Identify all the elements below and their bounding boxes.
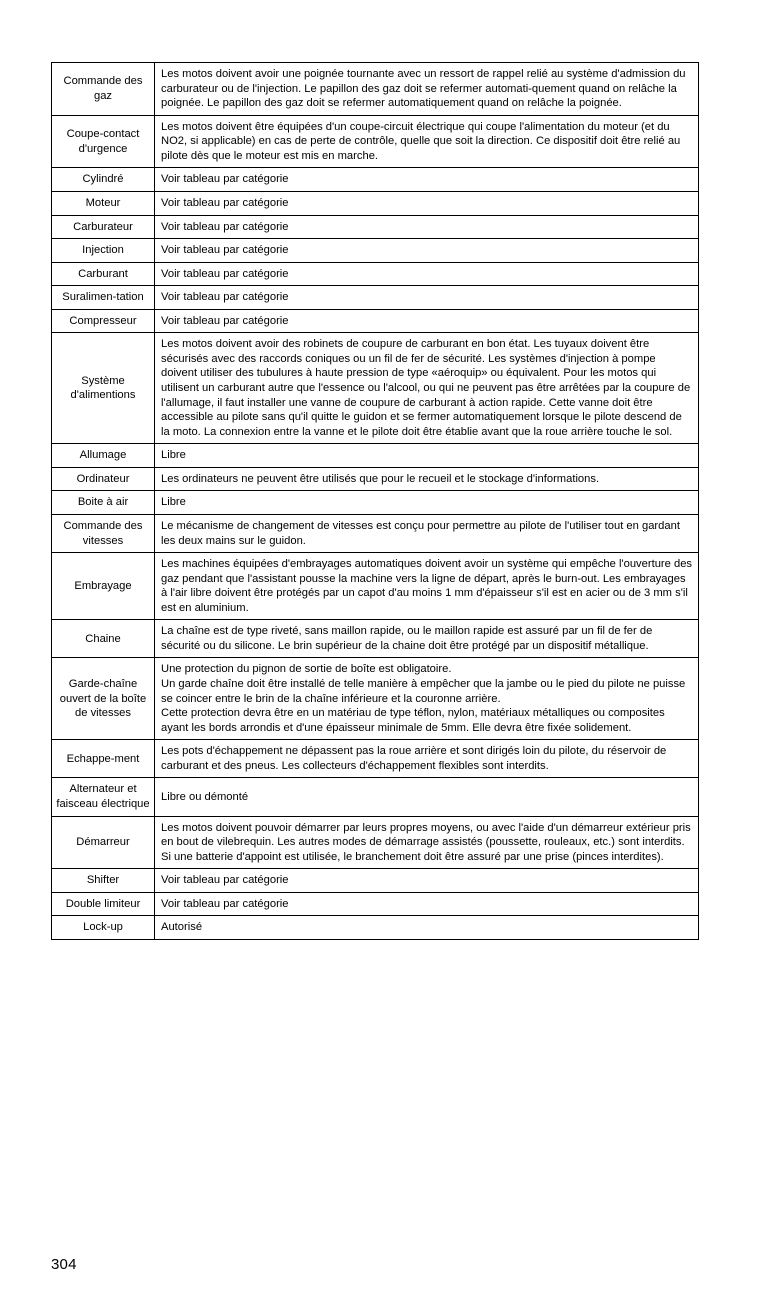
- row-label: Commande des vitesses: [52, 514, 155, 552]
- table-row: [52, 239, 699, 263]
- row-value-paragraph: Voir tableau par catégorie: [161, 291, 289, 304]
- row-label: Allumage: [52, 444, 155, 468]
- row-label: Ordinateur: [52, 467, 155, 491]
- table-row: [52, 467, 699, 491]
- row-label: Suralimen-tation: [52, 286, 155, 310]
- row-value: [155, 553, 699, 620]
- table-row: [52, 286, 699, 310]
- row-value: [155, 740, 699, 778]
- table-row: [52, 553, 699, 620]
- row-value-paragraph: Voir tableau par catégorie: [161, 897, 289, 910]
- row-value: [155, 215, 699, 239]
- row-value-paragraph: Les motos doivent avoir des robinets de coupure de carburant en bon état. Les tuyaux doivent être sécurisés avec des raccords coniques ou un fil de fer de sécurité. Les systèmes d'injection à pompe doivent utiliser des tubulures à haute pression de type «aéroquip» ou équivalent. Pour les motos qui utilisent un carburant autre que l'essence ou l'alcool, ou qui ne peuvent pas être arrêtées par la coupure de l'allumage, il faut installer une vanne de coupure de carburant à action rapide. Cette vanne doit être accessible au pilote sans qu'il quitte le guidon et se fermer automatiquement lorsque le pilote descend de la moto. La connexion entre la vanne et le pilote doit être établie avant que la roue arrière touche le sol.: [161, 338, 691, 438]
- table-row: [52, 491, 699, 515]
- table-row: [52, 514, 699, 552]
- row-value: [155, 892, 699, 916]
- table-row: [52, 215, 699, 239]
- row-value: [155, 869, 699, 893]
- page-number: 304: [51, 1256, 77, 1273]
- table-row: [52, 778, 699, 816]
- table-row: [52, 816, 699, 869]
- row-label: Shifter: [52, 869, 155, 893]
- row-value-paragraph: Les ordinateurs ne peuvent être utilisés que pour le recueil et le stockage d'informations.: [161, 472, 600, 485]
- technical-regulations-table: [51, 62, 699, 940]
- row-value-paragraph: Voir tableau par catégorie: [161, 173, 289, 186]
- row-label: Chaine: [52, 620, 155, 658]
- row-label: Démarreur: [52, 816, 155, 869]
- table-row: [52, 620, 699, 658]
- table-row: [52, 869, 699, 893]
- table-row: [52, 892, 699, 916]
- table-row: [52, 63, 699, 116]
- row-label: Commande des gaz: [52, 63, 155, 116]
- row-value-paragraph: Les machines équipées d'embrayages automatiques doivent avoir un système qui empêche l'ouverture des gaz pendant que l'assistant pousse la machine vers la ligne de départ, après le burn-out. Les embrayages à l'air libre doivent être protégés par un capot d'au moins 1 mm d'épaisseur s'il est en acier ou de 3 mm s'il est en aluminium.: [161, 558, 693, 614]
- row-value-paragraph: Libre: [161, 449, 186, 462]
- row-label: Moteur: [52, 191, 155, 215]
- row-value-paragraph: Le mécanisme de changement de vitesses est conçu pour permettre au pilote de l'utiliser tout en gardant les deux mains sur le guidon.: [161, 519, 680, 547]
- row-label: Coupe-contact d'urgence: [52, 115, 155, 168]
- row-value: [155, 467, 699, 491]
- table-row: [52, 333, 699, 444]
- row-label: Compresseur: [52, 309, 155, 333]
- row-value-paragraph: Si une batterie d'appoint est utilisée, le branchement doit être assuré par une prise (pinces interdites).: [161, 850, 664, 863]
- table-row: [52, 740, 699, 778]
- row-value-paragraph: Les motos doivent avoir une poignée tournante avec un ressort de rappel relié au système d'admission du carburateur ou de l'injection. Le papillon des gaz doit se refermer automati-quement quand on relâche la poignée. Le papillon des gaz doit se refermer automatiquement quand on relâche la poignée.: [161, 68, 686, 110]
- row-value: [155, 778, 699, 816]
- row-value: [155, 168, 699, 192]
- row-value-paragraph: Voir tableau par catégorie: [161, 220, 289, 233]
- row-label: Cylindré: [52, 168, 155, 192]
- table-body: [52, 63, 699, 940]
- row-value-paragraph: Les motos doivent être équipées d'un coupe-circuit électrique qui coupe l'alimentation du moteur (et du NO2, si applicable) en cas de perte de contrôle, quelle que soit la direction. Ce dispositif doit être relié au pilote dès que le moteur est mis en marche.: [161, 120, 681, 162]
- table-row: [52, 309, 699, 333]
- row-value-paragraph: Les pots d'échappement ne dépassent pas la roue arrière et sont dirigés loin du pilote, du réservoir de carburant et des pneus. Les collecteurs d'échappement flexibles sont interdits.: [161, 745, 667, 772]
- row-value: [155, 658, 699, 740]
- row-value: [155, 63, 699, 116]
- table-row: [52, 115, 699, 168]
- row-value: [155, 916, 699, 940]
- row-value-paragraph: Voir tableau par catégorie: [161, 314, 289, 327]
- row-value-paragraph: La chaîne est de type riveté, sans maillon rapide, ou le maillon rapide est assuré par un fil de fer de sécurité ou du silicone. Le brin supérieur de la chaine doit être protégé par un dispositif métallique.: [161, 625, 653, 652]
- row-value: [155, 491, 699, 515]
- row-value-paragraph: Un garde chaîne doit être installé de telle manière à empêcher que la jambe ou le pied du pilote ne puisse se coincer entre le brin de la chaîne inférieure et la couronne arrière.: [161, 678, 686, 705]
- row-label: Double limiteur: [52, 892, 155, 916]
- row-label: Boite à air: [52, 491, 155, 515]
- row-value-paragraph: Voir tableau par catégorie: [161, 244, 289, 257]
- row-label: Carburateur: [52, 215, 155, 239]
- row-label: Echappe-ment: [52, 740, 155, 778]
- row-value: [155, 620, 699, 658]
- row-value: [155, 309, 699, 333]
- row-value: [155, 191, 699, 215]
- row-value-paragraph: Voir tableau par catégorie: [161, 196, 289, 209]
- row-value-paragraph: Voir tableau par catégorie: [161, 267, 289, 280]
- row-label: Garde-chaîne ouvert de la boîte de vitesses: [52, 658, 155, 740]
- row-value-paragraph: Libre: [161, 496, 186, 509]
- row-value-paragraph: Autorisé: [161, 921, 203, 934]
- row-label: Injection: [52, 239, 155, 263]
- row-value: [155, 333, 699, 444]
- row-value-paragraph: Voir tableau par catégorie: [161, 874, 289, 887]
- table-row: [52, 191, 699, 215]
- table-row: [52, 262, 699, 286]
- row-value: [155, 115, 699, 168]
- table-row: [52, 916, 699, 940]
- table-row: [52, 168, 699, 192]
- row-label: Alternateur et faisceau électrique: [52, 778, 155, 816]
- row-value-paragraph: Les motos doivent pouvoir démarrer par leurs propres moyens, ou avec l'aide d'un démarreur extérieur pris en bout de vilebrequin. Les autres modes de démarrage assistés (poussette, rouleaux, etc.) sont interdits.: [161, 821, 691, 849]
- row-value: [155, 816, 699, 869]
- row-value: [155, 262, 699, 286]
- row-value: [155, 286, 699, 310]
- table-row: [52, 658, 699, 740]
- row-value-paragraph: Une protection du pignon de sortie de boîte est obligatoire.: [161, 663, 452, 676]
- row-label: Système d'alimentions: [52, 333, 155, 444]
- row-value: [155, 444, 699, 468]
- row-value: [155, 239, 699, 263]
- row-value: [155, 514, 699, 552]
- row-value-paragraph: Cette protection devra être en un matériau de type téflon, nylon, matériaux métalliques ou composites ayant les bords arrondis et d'une épaisseur minimale de 5mm. Elle devra être fixée solidement.: [161, 707, 665, 734]
- row-value-paragraph: Libre ou démonté: [161, 790, 249, 803]
- table-row: [52, 444, 699, 468]
- row-label: Lock-up: [52, 916, 155, 940]
- row-label: Carburant: [52, 262, 155, 286]
- row-label: Embrayage: [52, 553, 155, 620]
